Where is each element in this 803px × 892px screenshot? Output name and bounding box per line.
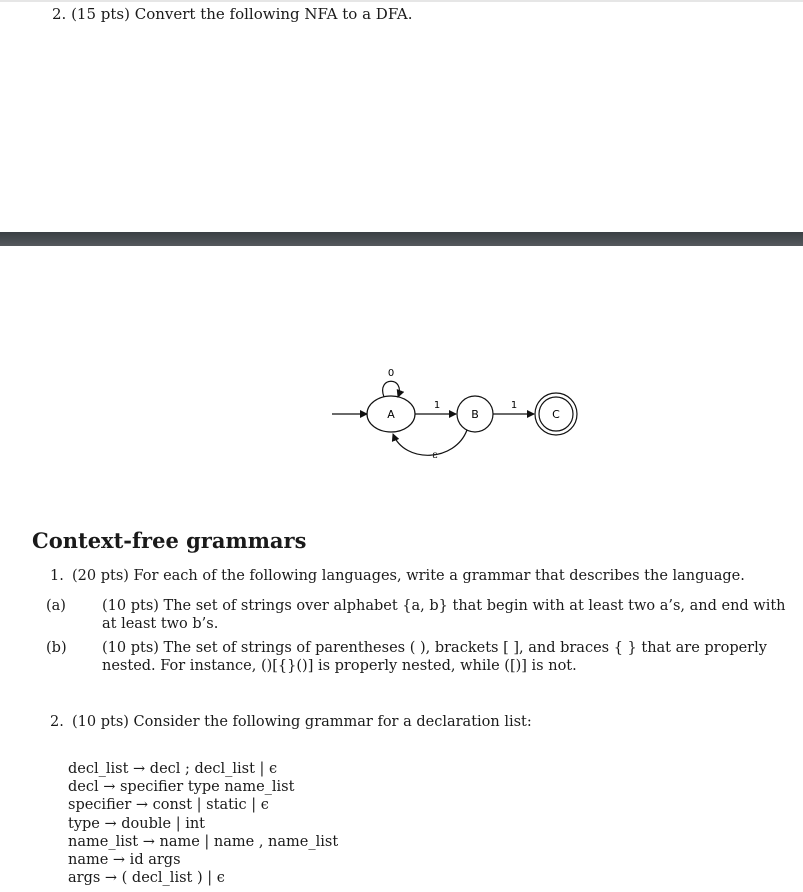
question-1a-label: (a): [46, 598, 66, 614]
edge-b-a: [393, 430, 467, 455]
grammar-rule: args → ( decl_list ) | ϵ: [68, 870, 225, 887]
question-2: [50, 713, 532, 731]
question-1-number: 1.: [50, 568, 64, 584]
grammar-rule: name → id args: [68, 852, 181, 869]
loop-a-label: 0: [387, 368, 395, 379]
loop-a: [383, 381, 400, 397]
page-separator: [0, 232, 803, 246]
grammar-rule: decl → specifier type name_list: [68, 779, 295, 796]
question-1: [50, 567, 745, 585]
question-1a: [46, 597, 790, 633]
edge-b-a-label: ε: [432, 450, 438, 461]
grammar-rule: specifier → const | static | ϵ: [68, 797, 269, 814]
nfa-diagram: [320, 360, 590, 470]
question-1a-text: (10 pts) The set of strings over alphabet {a, b} that begin with at least two a’s, and end with at least two b’s.: [102, 598, 786, 632]
state-c-label: C: [552, 408, 560, 421]
section-title: Context-free grammars: [32, 528, 307, 553]
grammar-rule: decl_list → decl ; decl_list | ϵ: [68, 761, 278, 777]
edge-b-c-label: 1: [510, 400, 518, 411]
question-2-number: 2.: [50, 714, 64, 730]
question-1-text: (20 pts) For each of the following languages, write a grammar that describes the language.: [72, 568, 745, 584]
grammar-rule: name_list → name | name , name_list: [68, 833, 339, 850]
state-b-label: B: [471, 408, 479, 421]
top-border: [0, 0, 803, 2]
question-1b: [46, 639, 790, 675]
edge-a-b-label: 1: [433, 400, 441, 411]
question-2-text: (10 pts) Consider the following grammar for a declaration list:: [72, 714, 532, 730]
question-1b-label: (b): [46, 640, 67, 656]
grammar-rule: type → double | int: [68, 815, 206, 832]
nfa-question: 2. (15 pts) Convert the following NFA to a DFA.: [52, 5, 413, 23]
question-1b-text: (10 pts) The set of strings of parentheses ( ), brackets [ ], and braces { } that are properly nested. For instance, ()[{}()] is properly nested, while ([)] is not.: [102, 640, 767, 674]
state-a-label: A: [387, 408, 395, 421]
grammar-rules: [68, 760, 338, 887]
